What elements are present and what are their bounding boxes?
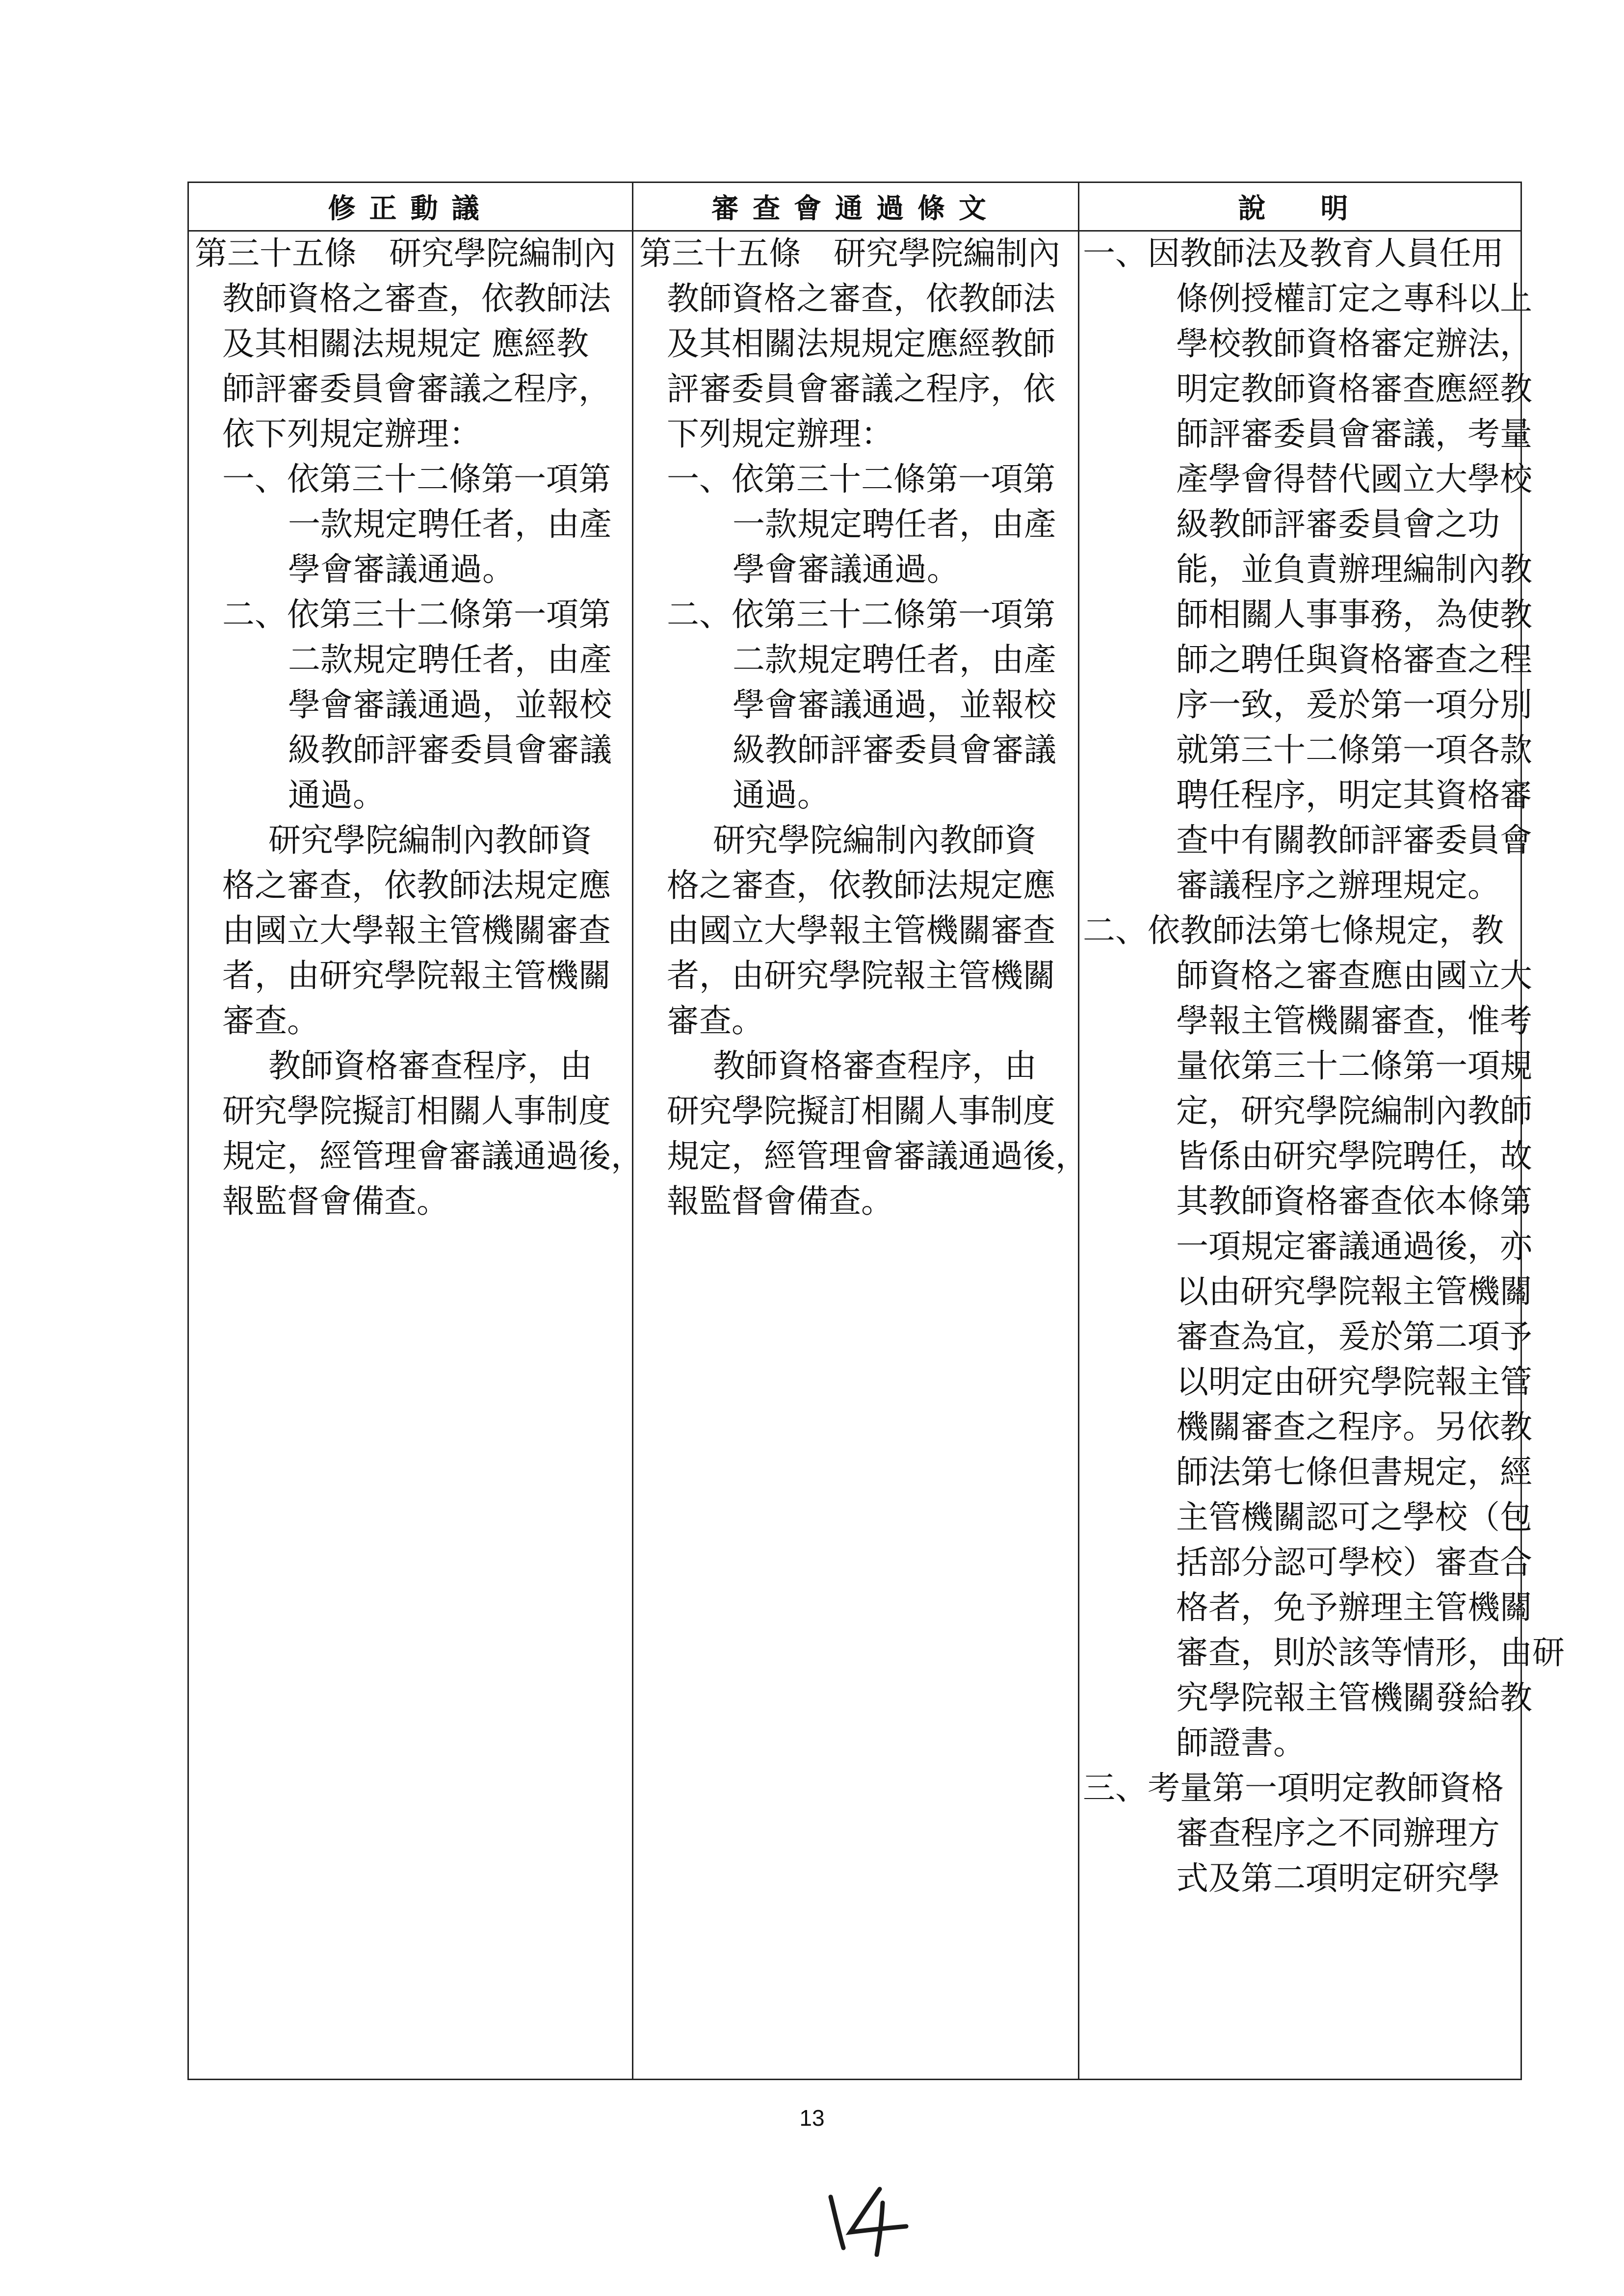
col3-line: 一項規定審議通過後，亦	[1176, 1227, 1532, 1265]
col1-line: 通過。	[288, 776, 385, 814]
col3-line: 師之聘任與資格審查之程	[1176, 641, 1532, 678]
col1-line: 研究學院擬訂相關人事制度	[222, 1092, 611, 1130]
col3-line: 師證書。	[1176, 1724, 1306, 1762]
col3-line: 其教師資格審查依本條第	[1176, 1182, 1532, 1220]
col3-line: 審查為宜，爰於第二項予	[1176, 1318, 1532, 1356]
col1-line: 規定，經管理會審議通過後，	[222, 1137, 643, 1175]
page-number: 13	[799, 2105, 825, 2131]
col2-line: 規定，經管理會審議通過後，	[667, 1137, 1088, 1175]
col2-line: 研究學院編制內教師資	[713, 821, 1037, 859]
header-amendment: 修正動議	[328, 192, 493, 225]
header-explanation: 說 明	[1238, 192, 1362, 225]
col1-line: 依下列規定辦理：	[222, 415, 481, 453]
col1-line: 師評審委員會審議之程序，	[222, 370, 611, 408]
col1-line: 者，由研究學院報主管機關	[222, 957, 611, 994]
col3-line: 審查程序之不同辦理方	[1176, 1814, 1500, 1852]
col2-line: 教師資格之審查，依教師法	[667, 280, 1055, 317]
col2-line: 二、依第三十二條第一項第	[667, 596, 1055, 633]
amendment-column	[195, 231, 643, 1224]
col2-line: 一款規定聘任者，由產	[733, 505, 1056, 543]
col2-line: 一、依第三十二條第一項第	[667, 460, 1055, 498]
col3-line: 機關審查之程序。另依教	[1176, 1408, 1532, 1446]
col2-line: 研究學院擬訂相關人事制度	[667, 1092, 1055, 1130]
col1-line: 及其相關法規規定 應經教	[222, 325, 589, 363]
col3-line: 查中有關教師評審委員會	[1176, 821, 1532, 859]
col1-line: 二款規定聘任者，由產	[288, 641, 612, 678]
col2-line: 下列規定辦理：	[667, 415, 893, 453]
col3-line: 主管機關認可之學校（包	[1176, 1498, 1532, 1536]
col3-line: 序一致，爰於第一項分別	[1176, 686, 1532, 724]
col1-line: 第三十五條 研究學院編制內	[195, 235, 616, 272]
col3-line: 就第三十二條第一項各款	[1176, 731, 1532, 769]
col3-line: 定，研究學院編制內教師	[1176, 1092, 1532, 1130]
handwritten-number-drawing	[822, 2183, 915, 2257]
col2-line: 學會審議通過。	[733, 550, 959, 588]
col2-line: 格之審查，依教師法規定應	[667, 866, 1055, 904]
comparison-table	[187, 182, 1565, 2080]
col3-line: 學校教師資格審定辦法，	[1176, 325, 1532, 363]
col3-line: 師評審委員會審議，考量	[1176, 415, 1532, 453]
col3-line: 能，並負責辦理編制內教	[1176, 550, 1532, 588]
col2-line: 教師資格審查程序，由	[713, 1047, 1037, 1085]
col3-line: 條例授權訂定之專科以上	[1176, 280, 1532, 317]
col1-line: 審查。	[222, 1002, 319, 1040]
col3-line: 括部分認可學校）審查合	[1176, 1543, 1532, 1581]
col2-line: 級教師評審委員會審議	[733, 731, 1056, 769]
col3-line: 以明定由研究學院報主管	[1176, 1363, 1532, 1401]
col2-line: 學會審議通過，並報校	[733, 686, 1056, 724]
col2-line: 及其相關法規規定應經教師	[667, 325, 1055, 363]
col2-line: 者，由研究學院報主管機關	[667, 957, 1055, 994]
col3-line: 審議程序之辦理規定。	[1176, 866, 1500, 904]
approved-text-column	[639, 231, 1088, 1224]
col3-line: 量依第三十二條第一項規	[1176, 1047, 1532, 1085]
col2-line: 通過。	[733, 776, 830, 814]
col2-line: 第三十五條 研究學院編制內	[639, 235, 1060, 272]
col3-line: 以由研究學院報主管機關	[1176, 1273, 1532, 1310]
col3-line: 產學會得替代國立大學校	[1176, 460, 1532, 498]
col3-line: 師法第七條但書規定，經	[1176, 1453, 1532, 1491]
col3-line: 審查，則於該等情形，由研	[1176, 1634, 1565, 1671]
col1-line: 級教師評審委員會審議	[288, 731, 612, 769]
col2-line: 報監督會備查。	[667, 1182, 893, 1220]
col1-line: 研究學院編制內教師資	[268, 821, 592, 859]
col3-line: 明定教師資格審查應經教	[1176, 370, 1532, 408]
col3-line: 式及第二項明定研究學	[1176, 1859, 1500, 1897]
col3-line: 師資格之審查應由國立大	[1176, 957, 1532, 994]
col3-line: 師相關人事事務，為使教	[1176, 596, 1532, 633]
col1-line: 報監督會備查。	[222, 1182, 449, 1220]
col1-line: 一款規定聘任者，由產	[288, 505, 612, 543]
col2-line: 審查。	[667, 1002, 764, 1040]
col3-line: 皆係由研究學院聘任，故	[1176, 1137, 1532, 1175]
col1-line: 學會審議通過，並報校	[288, 686, 612, 724]
col3-line: 一、因教師法及教育人員任用	[1083, 235, 1504, 272]
col3-line: 三、考量第一項明定教師資格	[1083, 1769, 1504, 1807]
col1-line: 教師資格之審查，依教師法	[222, 280, 611, 317]
col3-line: 聘任程序，明定其資格審	[1176, 776, 1532, 814]
col1-line: 教師資格審查程序，由	[268, 1047, 592, 1085]
col2-line: 由國立大學報主管機關審查	[667, 912, 1055, 949]
column-divider-2	[1078, 183, 1079, 2079]
col1-line: 學會審議通過。	[288, 550, 515, 588]
column-divider-1	[632, 183, 633, 2079]
col3-line: 究學院報主管機關發給教	[1176, 1679, 1532, 1717]
explanation-column	[1083, 231, 1565, 1901]
col3-line: 級教師評審委員會之功	[1176, 505, 1500, 543]
col2-line: 二款規定聘任者，由產	[733, 641, 1056, 678]
col1-line: 二、依第三十二條第一項第	[222, 596, 611, 633]
col1-line: 一、依第三十二條第一項第	[222, 460, 611, 498]
header-approved-text: 審查會通過條文	[711, 192, 1000, 225]
col1-line: 由國立大學報主管機關審查	[222, 912, 611, 949]
col2-line: 評審委員會審議之程序，依	[667, 370, 1055, 408]
col3-line: 格者，免予辦理主管機關	[1176, 1589, 1532, 1626]
col3-line: 二、依教師法第七條規定，教	[1083, 912, 1504, 949]
handwritten-page-number	[822, 2183, 915, 2257]
col3-line: 學報主管機關審查，惟考	[1176, 1002, 1532, 1040]
col1-line: 格之審查，依教師法規定應	[222, 866, 611, 904]
